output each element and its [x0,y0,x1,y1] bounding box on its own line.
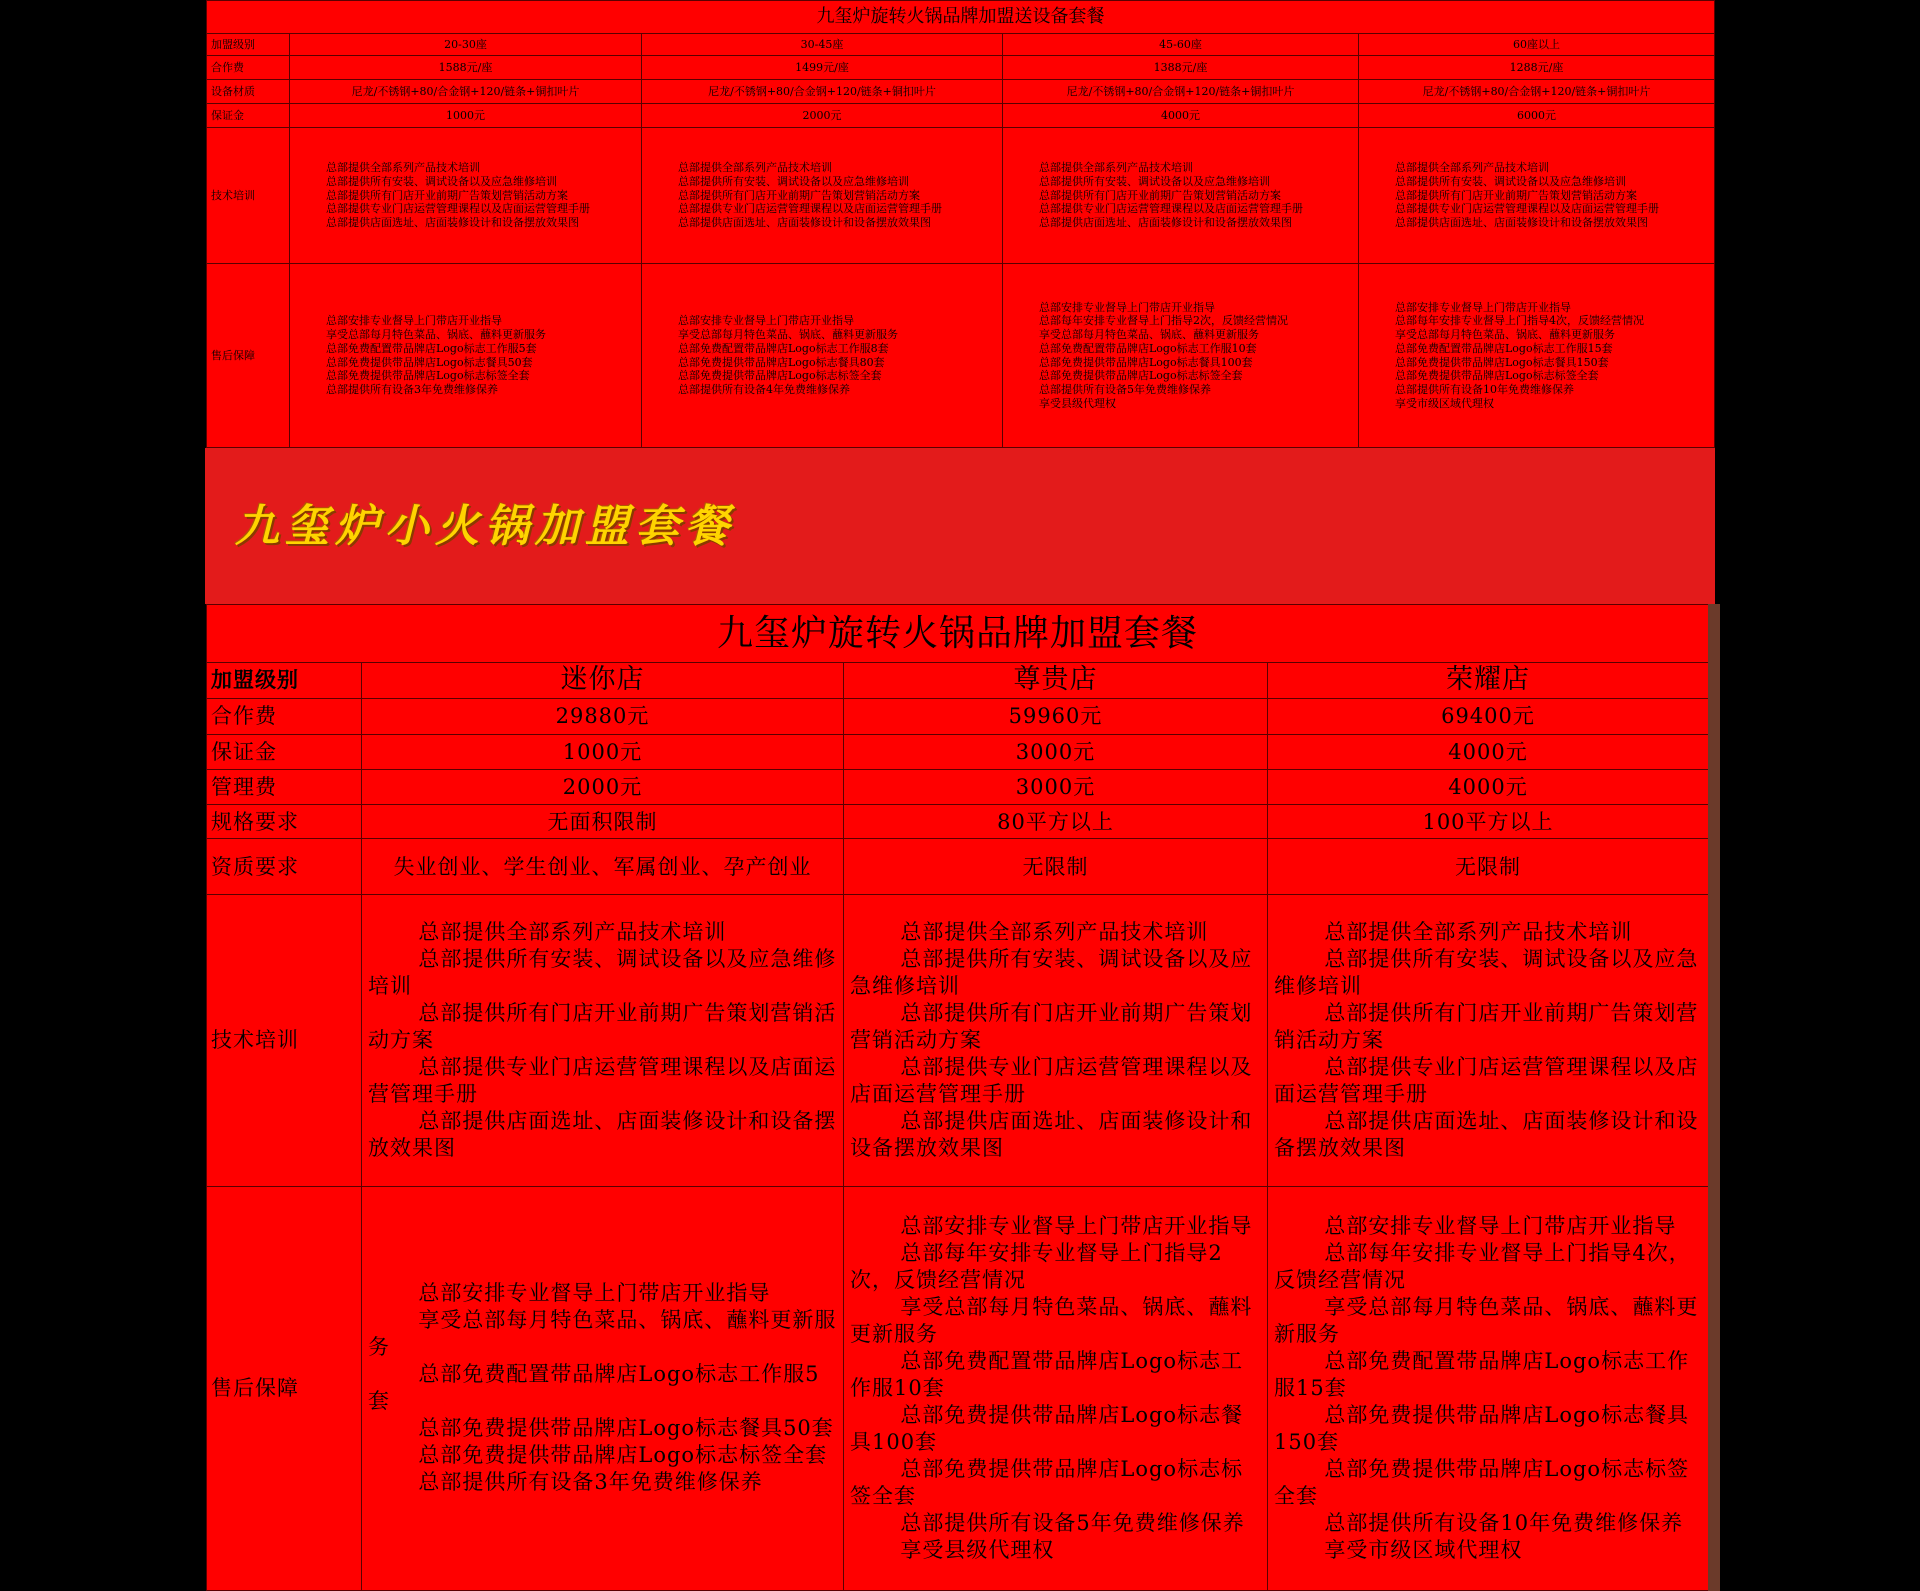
cell-line: 总部提供专业门店运营管理课程以及店面运营管理手册 [1395,202,1659,216]
cell-paragraph: 总部安排专业督导上门带店开业指导 [418,1281,771,1306]
cell-line: 总部提供所有设备3年免费维修保养 [326,383,498,396]
top-aftersales-3 [1003,264,1359,448]
cell-paragraph: 总部安排专业督导上门带店开业指导 [900,1213,1253,1238]
top-fee-4: 1288元/座 [1359,56,1715,80]
cell-paragraph: 总部提供店面选址、店面装修设计和设备摆放效果图 [368,1108,837,1160]
top-deposit-label: 保证金 [207,104,290,128]
cell-paragraph: 总部提供所有门店开业前期广告策划营销活动方案 [850,1000,1253,1052]
top-aftersales-label: 售后保障 [207,264,290,448]
cell-line: 享受市级区域代理权 [1395,396,1494,410]
cell-line: 总部提供店面选址、店面装修设计和设备摆放效果图 [1395,216,1648,230]
bottom-training-label: 技术培训 [207,895,362,1187]
bottom-spec-1: 无面积限制 [362,805,844,839]
cell-line: 享受总部每月特色菜品、锅底、蘸料更新服务 [326,328,546,341]
top-level-3: 45-60座 [1003,34,1359,56]
cell-line: 总部安排专业督导上门带店开业指导 [1395,300,1571,314]
top-level-2: 30-45座 [642,34,1003,56]
cell-line: 总部免费提供带品牌店Logo标志标签全套 [678,369,882,383]
top-equipment-1: 尼龙/不锈钢+80/合金钢+120/链条+铜扣叶片 [290,80,642,104]
bottom-aftersales-3 [1268,1186,1709,1590]
bottom-level-mini: 迷你店 [362,662,844,698]
top-fee-label: 合作费 [207,56,290,80]
bottom-header-label: 加盟级别 [207,662,362,698]
cell-paragraph: 总部提供所有门店开业前期广告策划营销活动方案 [1274,1000,1699,1052]
bottom-deposit-1: 1000元 [362,734,844,769]
top-training-4 [1359,128,1715,264]
decorative-edge [1708,604,1720,1591]
cell-line: 总部每年安排专业督导上门指导2次，反馈经营情况 [1039,314,1288,328]
cell-paragraph: 总部提供所有设备10年免费维修保养 [1324,1510,1684,1535]
cell-line: 总部提供所有门店开业前期广告策划营销活动方案 [678,188,920,202]
top-aftersales-4 [1359,264,1715,448]
banner-title: 九玺炉小火锅加盟套餐 [235,501,735,552]
bottom-fee-3: 69400元 [1268,698,1709,734]
bottom-package-table [206,604,1708,1591]
top-equipment-3: 尼龙/不锈钢+80/合金钢+120/链条+铜扣叶片 [1003,80,1359,104]
cell-line: 总部提供专业门店运营管理课程以及店面运营管理手册 [326,202,590,216]
cell-paragraph: 总部免费提供带品牌店Logo标志餐具50套 [418,1416,834,1441]
cell-paragraph: 总部提供所有安装、调试设备以及应急维修培训 [1274,946,1699,998]
cell-paragraph: 总部免费提供带品牌店Logo标志标签全套 [418,1443,828,1468]
cell-paragraph: 总部免费配置带品牌店Logo标志工作服5套 [368,1362,820,1414]
top-training-1 [290,128,642,264]
cell-line: 总部免费提供带品牌店Logo标志标签全套 [326,369,530,383]
cell-line: 总部提供所有设备5年免费维修保养 [1039,383,1211,396]
cell-paragraph: 总部安排专业督导上门带店开业指导 [1324,1213,1677,1238]
top-deposit-1: 1000元 [290,104,642,128]
cell-paragraph: 总部免费提供带品牌店Logo标志标签全套 [1274,1456,1690,1508]
cell-line: 总部免费提供带品牌店Logo标志餐具50套 [326,355,533,369]
bottom-qual-2: 无限制 [844,839,1268,895]
bottom-qual-label: 资质要求 [207,839,362,895]
bottom-deposit-2: 3000元 [844,734,1268,769]
cell-line: 总部免费配置带品牌店Logo标志工作服8套 [678,341,889,355]
cell-line: 总部提供店面选址、店面装修设计和设备摆放效果图 [326,216,579,230]
top-fee-2: 1499元/座 [642,56,1003,80]
bottom-deposit-3: 4000元 [1268,734,1709,769]
cell-line: 总部免费提供带品牌店Logo标志标签全套 [1039,369,1243,383]
top-equipment-4: 尼龙/不锈钢+80/合金钢+120/链条+铜扣叶片 [1359,80,1715,104]
bottom-training-1 [362,895,844,1187]
cell-paragraph: 总部提供全部系列产品技术培训 [900,919,1209,944]
bottom-mgmt-2: 3000元 [844,770,1268,805]
cell-paragraph: 享受总部每月特色菜品、锅底、蘸料更新服务 [368,1308,837,1360]
top-package-table [206,0,1714,447]
cell-paragraph: 总部提供所有门店开业前期广告策划营销活动方案 [368,1000,837,1052]
cell-line: 享受总部每月特色菜品、锅底、蘸料更新服务 [678,328,898,341]
cell-line: 总部提供全部系列产品技术培训 [1395,161,1549,175]
cell-line: 总部免费提供带品牌店Logo标志标签全套 [1395,369,1599,383]
top-equipment-label: 设备材质 [207,80,290,104]
cell-line: 总部免费提供带品牌店Logo标志餐具100套 [1039,355,1253,369]
bottom-qual-1: 失业创业、学生创业、军属创业、孕产创业 [362,839,844,895]
cell-line: 总部免费提供带品牌店Logo标志餐具80套 [678,355,885,369]
cell-line: 总部提供全部系列产品技术培训 [1039,161,1193,175]
cell-line: 享受总部每月特色菜品、锅底、蘸料更新服务 [1039,328,1259,341]
cell-line: 享受县级代理权 [1039,396,1116,410]
top-training-3 [1003,128,1359,264]
top-training-label: 技术培训 [207,128,290,264]
cell-line: 总部提供全部系列产品技术培训 [326,161,480,175]
cell-paragraph: 总部提供专业门店运营管理课程以及店面运营管理手册 [368,1054,837,1106]
cell-paragraph: 总部提供全部系列产品技术培训 [418,919,727,944]
bottom-aftersales-label: 售后保障 [207,1186,362,1590]
cell-line: 总部免费配置带品牌店Logo标志工作服10套 [1039,341,1257,355]
cell-line: 总部安排专业督导上门带店开业指导 [678,314,854,328]
cell-line: 总部提供所有设备10年免费维修保养 [1395,383,1574,396]
cell-paragraph: 总部提供专业门店运营管理课程以及店面运营管理手册 [1274,1054,1699,1106]
cell-line: 总部提供所有门店开业前期广告策划营销活动方案 [1039,188,1281,202]
cell-paragraph: 享受市级区域代理权 [1324,1537,1523,1562]
top-table-title: 九玺炉旋转火锅品牌加盟送设备套餐 [207,1,1715,34]
cell-line: 总部提供所有安装、调试设备以及应急维修培训 [326,174,557,188]
bottom-aftersales-1 [362,1186,844,1590]
bottom-training-2 [844,895,1268,1187]
bottom-qual-3: 无限制 [1268,839,1709,895]
bottom-mgmt-label: 管理费 [207,770,362,805]
cell-line: 总部免费配置带品牌店Logo标志工作服15套 [1395,341,1613,355]
bottom-fee-label: 合作费 [207,698,362,734]
cell-paragraph: 总部提供所有安装、调试设备以及应急维修培训 [850,946,1253,998]
bottom-spec-3: 100平方以上 [1268,805,1709,839]
cell-paragraph: 享受总部每月特色菜品、锅底、蘸料更新服务 [850,1294,1253,1346]
bottom-table-title: 九玺炉旋转火锅品牌加盟套餐 [207,605,1709,663]
top-level-1: 20-30座 [290,34,642,56]
top-header-label: 加盟级别 [207,34,290,56]
cell-line: 总部提供所有门店开业前期广告策划营销活动方案 [1395,188,1637,202]
cell-line: 总部提供所有安装、调试设备以及应急维修培训 [1039,174,1270,188]
cell-paragraph: 享受总部每月特色菜品、锅底、蘸料更新服务 [1274,1294,1699,1346]
cell-line: 总部免费配置带品牌店Logo标志工作服5套 [326,341,537,355]
cell-paragraph: 总部提供店面选址、店面装修设计和设备摆放效果图 [1274,1108,1699,1160]
cell-line: 总部提供专业门店运营管理课程以及店面运营管理手册 [1039,202,1303,216]
bottom-training-3 [1268,895,1709,1187]
top-aftersales-2 [642,264,1003,448]
bottom-aftersales-2 [844,1186,1268,1590]
cell-paragraph: 总部免费提供带品牌店Logo标志标签全套 [850,1456,1244,1508]
cell-line: 总部提供所有安装、调试设备以及应急维修培训 [1395,174,1626,188]
cell-line: 总部提供全部系列产品技术培训 [678,161,832,175]
cell-line: 总部提供店面选址、店面装修设计和设备摆放效果图 [1039,216,1292,230]
cell-line: 总部免费提供带品牌店Logo标志餐具150套 [1395,355,1609,369]
top-training-2 [642,128,1003,264]
cell-paragraph: 享受县级代理权 [900,1537,1055,1562]
cell-line: 总部提供所有设备4年免费维修保养 [678,383,850,396]
cell-line: 总部安排专业督导上门带店开业指导 [1039,300,1215,314]
cell-paragraph: 总部提供店面选址、店面装修设计和设备摆放效果图 [850,1108,1253,1160]
cell-line: 总部安排专业督导上门带店开业指导 [326,314,502,328]
bottom-mgmt-1: 2000元 [362,770,844,805]
bottom-level-glory: 荣耀店 [1268,662,1709,698]
cell-paragraph: 总部提供专业门店运营管理课程以及店面运营管理手册 [850,1054,1253,1106]
cell-paragraph: 总部每年安排专业督导上门指导4次，反馈经营情况 [1274,1240,1691,1292]
cell-line: 总部每年安排专业督导上门指导4次，反馈经营情况 [1395,314,1644,328]
bottom-fee-1: 29880元 [362,698,844,734]
top-fee-3: 1388元/座 [1003,56,1359,80]
cell-line: 享受总部每月特色菜品、锅底、蘸料更新服务 [1395,328,1615,341]
cell-paragraph: 总部免费配置带品牌店Logo标志工作服10套 [850,1348,1244,1400]
bottom-mgmt-3: 4000元 [1268,770,1709,805]
top-deposit-4: 6000元 [1359,104,1715,128]
top-deposit-3: 4000元 [1003,104,1359,128]
bottom-level-premium: 尊贵店 [844,662,1268,698]
cell-line: 总部提供所有安装、调试设备以及应急维修培训 [678,174,909,188]
cell-line: 总部提供专业门店运营管理课程以及店面运营管理手册 [678,202,942,216]
top-equipment-2: 尼龙/不锈钢+80/合金钢+120/链条+铜扣叶片 [642,80,1003,104]
bottom-spec-2: 80平方以上 [844,805,1268,839]
cell-paragraph: 总部提供全部系列产品技术培训 [1324,919,1633,944]
cell-line: 总部提供所有门店开业前期广告策划营销活动方案 [326,188,568,202]
cell-line: 总部提供店面选址、店面装修设计和设备摆放效果图 [678,216,931,230]
bottom-deposit-label: 保证金 [207,734,362,769]
cell-paragraph: 总部提供所有设备5年免费维修保养 [900,1510,1245,1535]
top-fee-1: 1588元/座 [290,56,642,80]
cell-paragraph: 总部免费提供带品牌店Logo标志餐具150套 [1274,1402,1690,1454]
cell-paragraph: 总部提供所有设备3年免费维修保养 [418,1470,763,1495]
cell-paragraph: 总部免费配置带品牌店Logo标志工作服15套 [1274,1348,1690,1400]
top-deposit-2: 2000元 [642,104,1003,128]
cell-paragraph: 总部提供所有安装、调试设备以及应急维修培训 [368,946,837,998]
section-banner [205,448,1715,604]
top-level-4: 60座以上 [1359,34,1715,56]
cell-paragraph: 总部免费提供带品牌店Logo标志餐具100套 [850,1402,1244,1454]
cell-paragraph: 总部每年安排专业督导上门指导2次，反馈经营情况 [850,1240,1223,1292]
bottom-fee-2: 59960元 [844,698,1268,734]
top-aftersales-1 [290,264,642,448]
bottom-spec-label: 规格要求 [207,805,362,839]
